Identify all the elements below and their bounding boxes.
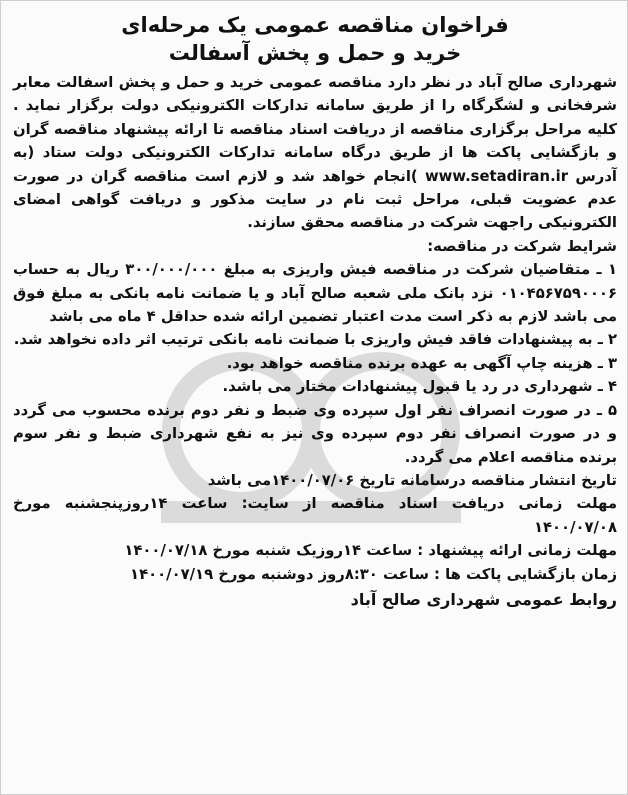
notice-title (13, 11, 617, 67)
proposal-deadline: مهلت زمانی ارائه پیشنهاد : ساعت ۱۴روزیک شنبه مورخ ۱۴۰۰/۰۷/۱۸ (124, 542, 617, 560)
signature: روابط عمومی شهرداری صالح آباد (350, 589, 617, 609)
condition-item: ۴ ـ شهرداری در رد یا قبول پیشنهادات مختار می باشد. (222, 378, 617, 396)
intro-text-continued: )انجام خواهد شد و لازم است مناقصه گران در صورت عدم عضویت قبلی، مراحل ثبت نام در سایت مذکور و دریافت گواهی امضای الکترونیکی راجهت شرکت در مناقصه محقق سازند. (13, 167, 617, 232)
notice-body (13, 71, 617, 612)
intro-text: شهرداری صالح آباد در نظر دارد مناقصه عمومی خرید و حمل و پخش اسفالت معابر شرفخانی و لشگرگاه را از طریق سامانه تدارکات الکترونیکی دولت برگزار نماید . کلیه مراحل برگزاری مناقصه از دریافت اسناد مناقصه تا ارائه پیشنهاد مناقصه گران و بازگشایی پاکت ها از طریق درگاه سامانه تدارکات الکترونیکی دولت ستاد (به آدرس (13, 74, 617, 185)
setadiran-url: www.setadiran.ir (425, 167, 569, 185)
conditions-heading: شرایط شرکت در مناقصه: (427, 237, 617, 255)
documents-deadline: مهلت زمانی دریافت اسناد مناقصه از سایت: ساعت ۱۴روزپنجشنبه مورخ ۱۴۰۰/۰۷/۰۸ (13, 495, 617, 536)
intro-paragraph (13, 71, 617, 235)
condition-item: ۲ ـ به پیشنهادات فاقد فیش واریزی با ضمانت نامه بانکی ترتیب اثر داده نخواهد شد. (13, 331, 617, 349)
condition-item: ۳ ـ هزینه چاپ آگهی به عهده برنده مناقصه خواهد بود. (226, 354, 617, 372)
notice-title-line2: خرید و حمل و پخش آسفالت (168, 41, 462, 65)
notice-title-line1: فراخوان مناقصه عمومی یک مرحله‌ای (121, 13, 509, 37)
condition-item: ۱ ـ متقاضیان شرکت در مناقصه فیش واریزی به مبلغ ۳۰۰/۰۰۰/۰۰۰ ریال به حساب ۰۱۰۴۵۶۷۵۹۰۰۰۶ نزد بانک ملی شعبه صالح آباد و یا ضمانت نامه بانکی به مبلغ فوق می باشد لازم به ذکر است مدت اعتبار تضمین ارائه شده حداقل ۴ ماه می باشد (13, 261, 617, 326)
publish-date: تاریخ انتشار مناقصه درسامانه تاریخ ۱۴۰۰/۰۷/۰۶می باشد (207, 471, 617, 489)
condition-item: ۵ ـ در صورت انصراف نفر اول سپرده وی ضبط و نفر دوم برنده محسوب می گردد و در صورت انصراف نفر دوم سپرده وی نیز به نفع شهرداری ضبط و نفر سوم برنده مناقصه اعلام می گردد. (13, 401, 617, 466)
opening-time: زمان بازگشایی پاکت ها : ساعت ۸:۳۰روز دوشنبه مورخ ۱۴۰۰/۰۷/۱۹ (130, 565, 617, 583)
